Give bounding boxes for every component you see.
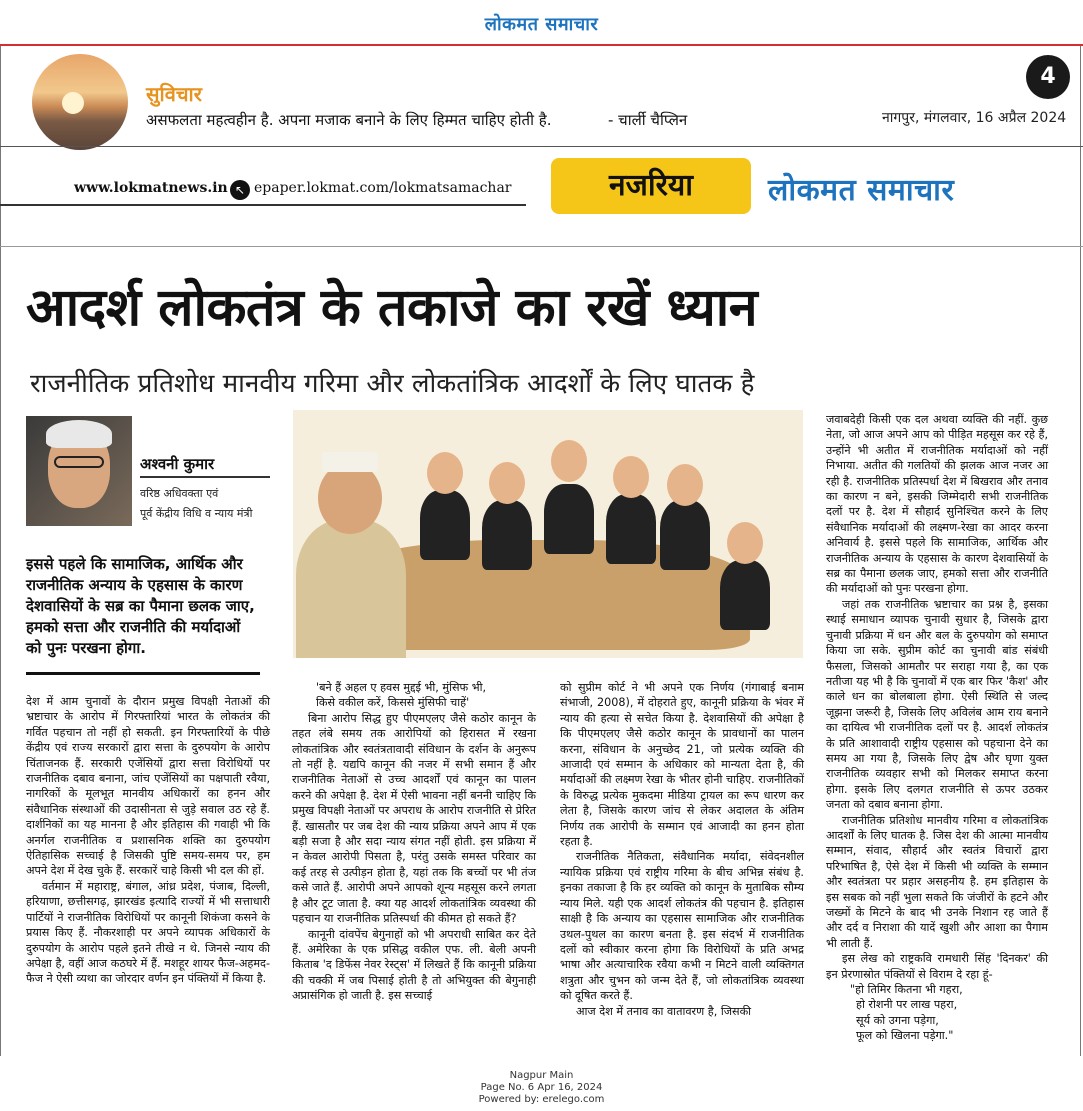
cursor-icon: ↖ [230, 180, 250, 200]
cartoon-head [551, 440, 587, 482]
paragraph: देश में आम चुनावों के दौरान प्रमुख विपक्षी नेताओं की भ्रष्टाचार के आरोप में गिरफ्तारियां भारत के लोकतंत्र की गर्वित पहचान तो नहीं हो सकती. इन गिरफ्तारियों के पीछे केंद्रीय एवं राज्य सरकारों द्वारा सत्ता के दुरुपयोग के आरोप चिंताजनक हैं. सरकारी एजेंसियों द्वारा सत्ता विरोधियों पर राजनीतिक दबाव बनाना, जांच एजेंसियों का पक्षपाती रवैया, नागरिकों के मूलभूत मानवीय अधिकारों का हनन और संवैधानिक संस्थाओं की उदासीनता से जुड़े सवाल उठ रहे हैं. दार्शनिकों का यह मानना है और इतिहास की गवाही भी कि अनर्गल राजनीतिक व प्रशासनिक शक्ति का दुरुपयोग ऐतिहासिक सच्चाई है जिसकी पुष्टि समय-समय पर, हम अपने देश में देख चुके हैं. सरकारें चाहे किसी भी दल की हों. [26, 695, 270, 878]
cartoon-cap [322, 452, 378, 472]
footer-page-date: Page No. 6 Apr 16, 2024 [480, 1082, 603, 1093]
cartoon-figure [606, 494, 656, 564]
cartoon-head [427, 452, 463, 494]
pull-quote-rule [26, 672, 260, 675]
cartoon-figure [720, 560, 770, 630]
suvichar-author: - चार्ली चैप्लिन [608, 111, 688, 129]
footer-edition: Nagpur Main [509, 1070, 574, 1081]
verse-line: "हो तिमिर कितना भी गहरा, [850, 983, 963, 997]
cartoon-main-head [318, 462, 382, 534]
suvichar-quote: असफलता महत्वहीन है. अपना मजाक बनाने के लिए हिम्मत चाहिए होती है. [146, 111, 552, 129]
dateline: नागपुर, मंगलवार, 16 अप्रैल 2024 [882, 110, 1067, 126]
paragraph: बिना आरोप सिद्ध हुए पीएमएलए जैसे कठोर कानून के तहत लंबे समय तक आरोपियों को हिरासत में रखना लोकतांत्रिक और स्वतंत्रतावादी संविधान के दर्शन के अनुरूप तो नहीं है. यद्यपि कानून की नजर में सभी समान हैं और राजनीतिक नेताओं से उच्च आदर्शों एवं कानून का पालन करने की अपेक्षा है. देश में ऐसी भावना नहीं बननी चाहिए कि प्रमुख विपक्षी नेताओं पर अपराध के आरोप राजनीति से प्रेरित हैं. खासतौर पर जब देश की न्याय प्रक्रिया अपने आप में एक बड़ी सजा है और सदा न्याय संगत नहीं होती. इस प्रक्रिया में न केवल आरोपी पिसता है, परंतु उसके समस्त परिवार का कई तरह से उत्पीड़न होता है, यहां तक कि बच्चों पर भी तंज कसे जाते हैं. आरोपी अपने आपको शून्य महसूस करने लगता है और टूट जाता है. क्या यह आदर्श लोकतांत्रिक व्यवस्था की पहचान या राजनीतिक प्रतिस्पर्धा की कीमत हो सकते हैं? [292, 711, 536, 926]
cartoon-figure [660, 500, 710, 570]
masthead-top [0, 0, 1083, 44]
sun-icon [62, 92, 84, 114]
cartoon-figure [482, 500, 532, 570]
verse-line: फूल को खिलना पड़ेगा." [856, 1029, 954, 1043]
paragraph: वर्तमान में महाराष्ट्र, बंगाल, आंध्र प्रदेश, पंजाब, दिल्ली, हरियाणा, छत्तीसगढ़, झारखंड इत्यादि राज्यों में भी सत्ताधारी पार्टियों ने राजनीतिक विरोधियों पर कानूनी शिकंजा कसने के प्रयास किए हैं. नौकरशाही पर अपने व्यापक अधिकारों के दुरुपयोग के आरोप पहले इतने तीखे न थे. जिनसे न्याय की अपेक्षा है, वहीं आज कठघरे में हैं. मशहूर शायर फैज-अहमद-फैज ने ऐसी व्यथा का जोरदार वर्णन इन पंक्तियों में किया है. [26, 879, 270, 986]
left-border [0, 46, 1, 1056]
header-divider [0, 146, 1083, 147]
cartoon-head [489, 462, 525, 504]
article-headline: आदर्श लोकतंत्र के तकाजे का रखें ध्यान [26, 278, 758, 338]
cartoon-head [727, 522, 763, 564]
author-name: अश्वनी कुमार [140, 455, 215, 473]
page-footer [0, 1070, 1083, 1106]
paragraph: इस लेख को राष्ट्रकवि रामधारी सिंह 'दिनकर' की इन प्रेरणास्रोत पंक्तियों से विराम दे रहा हूं- [826, 952, 1048, 981]
site-link[interactable]: www.lokmatnews.in [74, 180, 228, 196]
verse-line: किसे वकील करें, किससे मुंसिफी चाहें' [316, 696, 470, 710]
url-underline [0, 204, 526, 206]
page-number-badge: 4 [1026, 55, 1070, 99]
cartoon-main-figure [296, 520, 406, 658]
verse-line: 'बने हैं अहल ए हवस मुद्दई भी, मुंसिफ भी, [316, 681, 487, 694]
suvichar-title: सुविचार [146, 82, 202, 106]
article-column-4 [826, 412, 1048, 1044]
right-border [1080, 46, 1081, 1056]
cartoon-head [613, 456, 649, 498]
paragraph: कानूनी दांवपेंच बेगुनाहों को भी अपराधी साबित कर देते हैं. अमेरिका के एक प्रसिद्ध वकील एफ. ली. बेली अपनी किताब 'द डिफेंस नेवर रेस्ट्स' में लिखते हैं कि कानूनी प्रक्रिया की चक्की में जब पिसाई होती है तो अभियुक्त की बेगुनाही अप्रासंगिक हो जाती है. इस सच्चाई [292, 927, 536, 1003]
section-divider [0, 246, 1083, 247]
brand-logo: लोकमत समाचार [768, 173, 955, 208]
cartoon-head [667, 464, 703, 506]
epaper-link[interactable]: epaper.lokmat.com/lokmatsamachar [254, 180, 512, 196]
paragraph: राजनीतिक प्रतिशोध मानवीय गरिमा व लोकतांत्रिक आदर्शों के लिए घातक है. जिस देश की आत्मा मानवीय सम्मान, संवाद, सौहार्द और स्वतंत्र विचारों द्वारा परिभाषित है, ऐसे देश में किसी भी व्यक्ति के सम्मान और स्वतंत्रता पर प्रहार असहनीय है. हम इतिहास के इस सबक को नहीं भुला सकते कि जंजीरों के हटने और जख्मों के मिटने के बाद भी उनके निशान रह जाते हैं और दर्द व निराशा की यादें खुशी और आशा का पैगाम भी लाती हैं. [826, 813, 1048, 950]
article-column-1 [26, 694, 270, 987]
cartoon-figure [544, 484, 594, 554]
verse-line: सूर्य को उगना पड़ेगा, [856, 1013, 939, 1027]
article-column-3 [560, 680, 804, 1019]
author-role-line-2: पूर्व केंद्रीय विधि व न्याय मंत्री [140, 507, 253, 520]
section-badge: नजरिया [551, 158, 751, 214]
author-glasses [54, 456, 104, 468]
paragraph: जवाबदेही किसी एक दल अथवा व्यक्ति की नहीं. कुछ नेता, जो आज अपने आप को पीड़ित महसूस कर रहे हैं, उन्होंने भी अतीत में राजनीतिक मर्यादाओं को नहीं निभाया. अतीत की गलतियों की झलक आज नजर आ रही है. राजनीतिक प्रतिस्पर्धा देश में बिखराव और तनाव का कारण न बने, इसकी जिम्मेदारी सभी राजनीतिक दलों पर है. देश में सौहार्द सुनिश्चित करने के लिए संवैधानिक मर्यादाओं की लक्ष्मण-रेखा का आदर करना अनिवार्य है. इससे पहले कि सामाजिक, आर्थिक और राजनीतिक अन्याय के एहसास के कारण देशवासियों के सब्र का पैमाना छलक जाए, हमको सत्ता और राजनीति की मर्यादाओं को पुनः परखना होगा. [826, 413, 1048, 596]
author-role-line-1: वरिष्ठ अधिवक्ता एवं [140, 487, 219, 500]
paragraph: जहां तक राजनीतिक भ्रष्टाचार का प्रश्न है, इसका स्थाई समाधान व्यापक चुनावी सुधार है, जिसके द्वारा चुनावी प्रक्रिया में धन और बल के दुरुपयोग को समाप्त किया जा सके. सुप्रीम कोर्ट का चुनावी बांड संबंधी फैसला, जिसको आमतौर पर सराहा गया है, का एक नतीजा यह भी है कि चुनावों में एक बार फिर 'कैश' और काले धन का बोलबाला होगा. ऐसी स्थिति से जल्द जूझना जरूरी है, जिसके लिए अविलंब आम राय बनाने का दायित्व भी राजनीतिक दलों पर है. आदर्श लोकतंत्र के प्रति आशावादी राष्ट्रीय एहसास को पहचाना देने का समय आ गया है, जिसके लिए द्वेष और घृणा युक्त राजनीतिक व्यवहार सभी को मिलकर समाप्त करना होगा. इसके लिए दलगत राजनीति से ऊपर उठकर जनता को दबाव बनाना होगा. [826, 597, 1048, 812]
paragraph: को सुप्रीम कोर्ट ने भी अपने एक निर्णय (गंगाबाई बनाम संभाजी, 2008), में दोहराते हुए, कानूनी प्रक्रिया के भंवर में न्याय की हत्या से सचेत किया है. देशवासियों की अपेक्षा है कि पीएमएलए जैसे कठोर कानून के प्रावधानों का पालन करना, संविधान के अनुच्छेद 21, जो प्रत्येक व्यक्ति की आजादी एवं सम्मान के अधिकार को मान्यता देता है, की मर्यादाओं की लक्ष्मण रेखा के भीतर होनी चाहिए. राजनीतिकों के विरुद्ध प्रत्येक मुकदमा मीडिया ट्रायल का रूप धारण कर लेता है, जिसके कारण जांच से लेकर अदालत के अंतिम निर्णय तक आरोपी के सम्मान एवं आजादी का हनन होता रहता है. [560, 681, 804, 849]
cartoon-figure [420, 490, 470, 560]
verse-line: हो रोशनी पर लाख पहरा, [856, 998, 958, 1012]
author-hair [46, 420, 112, 448]
masthead-brand: लोकमत समाचार [484, 14, 599, 35]
article-subheadline: राजनीतिक प्रतिशोध मानवीय गरिमा और लोकतांत्रिक आदर्शों के लिए घातक है [30, 369, 755, 399]
author-rule [140, 476, 270, 478]
paragraph: राजनीतिक नैतिकता, संवैधानिक मर्यादा, संवेदनशील न्यायिक प्रक्रिया एवं राष्ट्रीय गरिमा के बीच अभिन्न संबंध है. इनका तकाजा है कि हर व्यक्ति को कानून के मुताबिक सौम्य न्याय मिले. यही एक आदर्श लोकतंत्र की पहचान है. इतिहास साक्षी है कि अन्याय का एहसास सामाजिक और राजनीतिक उथल-पुथल का कारण बनता है. इस संदर्भ में राजनीतिक दलों को स्वीकार करना होगा कि विरोधियों के प्रति अभद्र भाषा और अत्याचारिक रवैया कभी न मिटने वाली व्यक्तिगत शत्रुता और चुभन को जन्म देते हैं, जो लोकतांत्रिक व्यवस्था को दूषित करते हैं. [560, 850, 804, 1003]
article-column-2 [292, 680, 536, 1004]
paragraph: आज देश में तनाव का वातावरण है, जिसकी [576, 1004, 752, 1018]
masthead-red-rule [0, 44, 1083, 46]
footer-powered-by: Powered by: erelego.com [478, 1094, 605, 1105]
pull-quote: इससे पहले कि सामाजिक, आर्थिक और राजनीतिक अन्याय के एहसास के कारण देशवासियों के सब्र का पैमाना छलक जाए, हमको सत्ता और राजनीति की मर्यादाओं को पुनः परखना होगा. [26, 555, 255, 657]
